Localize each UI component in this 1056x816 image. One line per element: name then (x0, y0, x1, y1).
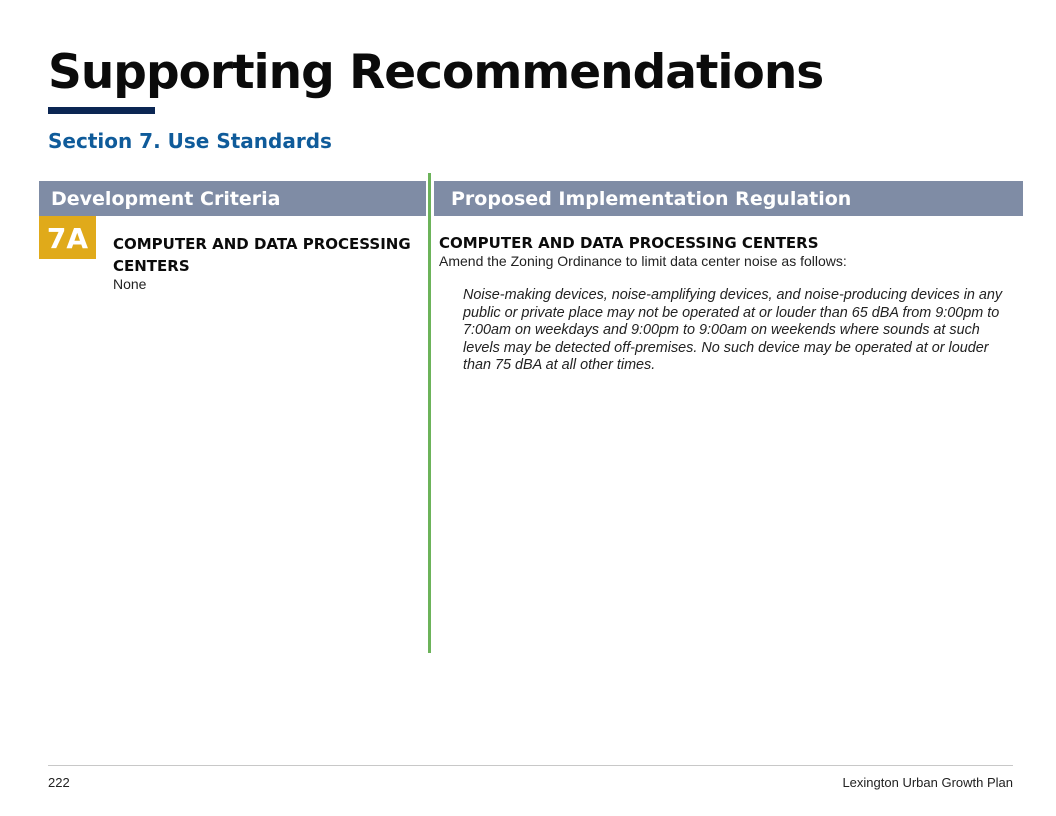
regulation-heading: COMPUTER AND DATA PROCESSING CENTERS (439, 234, 819, 252)
regulation-intro: Amend the Zoning Ordinance to limit data center noise as follows: (439, 253, 847, 269)
column-divider (428, 173, 431, 653)
title-underline (48, 107, 155, 114)
regulation-text: Noise-making devices, noise-amplifying devices, and noise-producing devices in any public or private place may not be operated at or louder than 65 dBA from 9:00pm to 7:00am on weekdays and 9:00pm to 9:00am on weekends where sounds at such levels may be detected off-premises. No such device may be operated at or louder than 75 dBA at all other times. (463, 287, 1003, 374)
item-id-badge: 7A (39, 216, 96, 259)
criteria-value: None (113, 276, 147, 292)
implementation-regulation-header: Proposed Implementation Regulation (434, 181, 1023, 216)
development-criteria-header: Development Criteria (39, 181, 426, 216)
section-subtitle: Section 7. Use Standards (48, 129, 332, 153)
page-number: 222 (48, 775, 70, 790)
page-title: Supporting Recommendations (48, 45, 824, 100)
criteria-heading: COMPUTER AND DATA PROCESSING CENTERS (113, 235, 411, 275)
footer-rule (48, 765, 1013, 766)
document-title: Lexington Urban Growth Plan (842, 775, 1013, 790)
